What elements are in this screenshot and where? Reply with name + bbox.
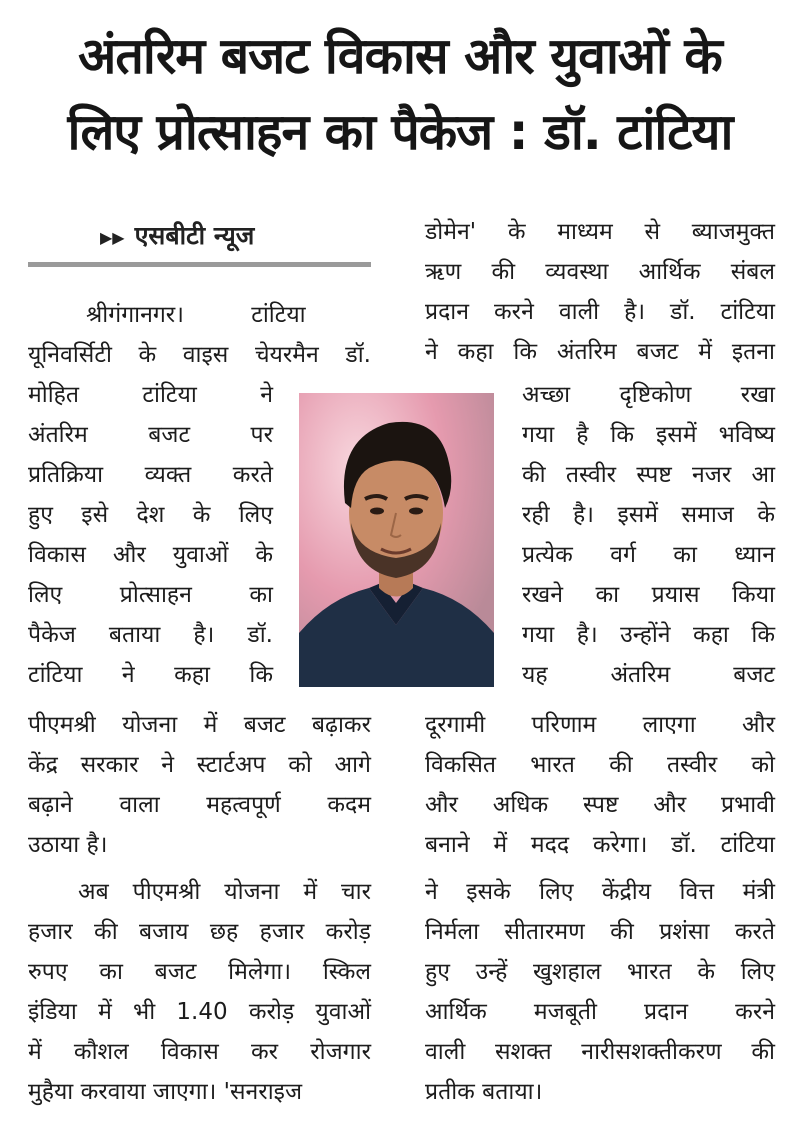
col2-line: हुए उन्हें खुशहाल भारत के लिए [425,959,775,985]
byline [100,218,254,252]
col2-line: की तस्वीर स्पष्ट नजर आ [522,462,775,488]
col2-line: दूरगामी परिणाम लाएगा और [425,712,775,738]
col2-line: ऋण की व्यवस्था आर्थिक संबल [425,259,775,285]
col2-line: वाली सशक्त नारीसशक्तीकरण की [425,1039,775,1065]
col2-line: प्रत्येक वर्ग का ध्यान [522,542,775,568]
col1-line: रुपए का बजट मिलेगा। स्किल [28,959,371,985]
col1-line: मोहित टांटिया ने [28,382,273,408]
col1-line: इंडिया में भी 1.40 करोड़ युवाओं [28,999,371,1025]
col1-line: विकास और युवाओं के [28,542,273,568]
col2-line: ने इसके लिए केंद्रीय वित्त मंत्री [425,879,775,905]
col1-line: प्रतिक्रिया व्यक्त करते [28,462,273,488]
col1-line: केंद्र सरकार ने स्टार्टअप को आगे [28,752,371,778]
col2-line: प्रतीक बताया। [425,1079,543,1105]
col1-line: अंतरिम बजट पर [28,422,273,448]
byline-source: एसबीटी न्यूज [134,221,255,250]
col1-line: यूनिवर्सिटी के वाइस चेयरमैन डॉ. [28,342,371,368]
col1-line: पैकेज बताया है। डॉ. [28,622,273,648]
col1-line: में कौशल विकास कर रोजगार [28,1039,371,1065]
col1-line: टांटिया ने कहा कि [28,662,273,688]
byline-divider [28,262,371,267]
col2-line: डोमेन' के माध्यम से ब्याजमुक्त [425,219,775,245]
double-arrow-icon: ▶▶ [100,227,125,247]
col2-line: अच्छा दृष्टिकोण रखा [522,382,775,408]
headline-line-1: अंतरिम बजट विकास और युवाओं के [78,27,722,85]
col1-line: श्रीगंगानगर। टांटिया [86,302,306,328]
col1-line: पीएमश्री योजना में बजट बढ़ाकर [28,712,371,738]
col1-line: मुहैया करवाया जाएगा। 'सनराइज [28,1079,303,1105]
col2-line: ने कहा कि अंतरिम बजट में इतना [425,339,775,365]
col2-line: रखने का प्रयास किया [522,582,775,608]
col2-line: रही है। इसमें समाज के [522,502,775,528]
headline [0,18,800,170]
col2-line: विकसित भारत की तस्वीर को [425,752,775,778]
portrait-photo [299,393,494,687]
col2-line: प्रदान करने वाली है। डॉ. टांटिया [425,299,775,325]
col1-line: अब पीएमश्री योजना में चार [78,879,371,905]
headline-line-2: लिए प्रोत्साहन का पैकेज : डॉ. टांटिया [67,103,733,161]
col1-line: बढ़ाने वाला महत्वपूर्ण कदम [28,792,371,818]
col1-line: हजार की बजाय छह हजार करोड़ [28,919,371,945]
col2-line: निर्मला सीतारमण की प्रशंसा करते [425,919,775,945]
col2-line: बनाने में मदद करेगा। डॉ. टांटिया [425,832,775,858]
col1-line: उठाया है। [28,832,108,858]
col1-line: लिए प्रोत्साहन का [28,582,273,608]
col2-line: यह अंतरिम बजट [522,662,775,688]
col2-line: और अधिक स्पष्ट और प्रभावी [425,792,775,818]
col2-line: गया है कि इसमें भविष्य [522,422,775,448]
col2-line: गया है। उन्होंने कहा कि [522,622,775,648]
col2-line: आर्थिक मजबूती प्रदान करने [425,999,775,1025]
col1-line: हुए इसे देश के लिए [28,502,273,528]
